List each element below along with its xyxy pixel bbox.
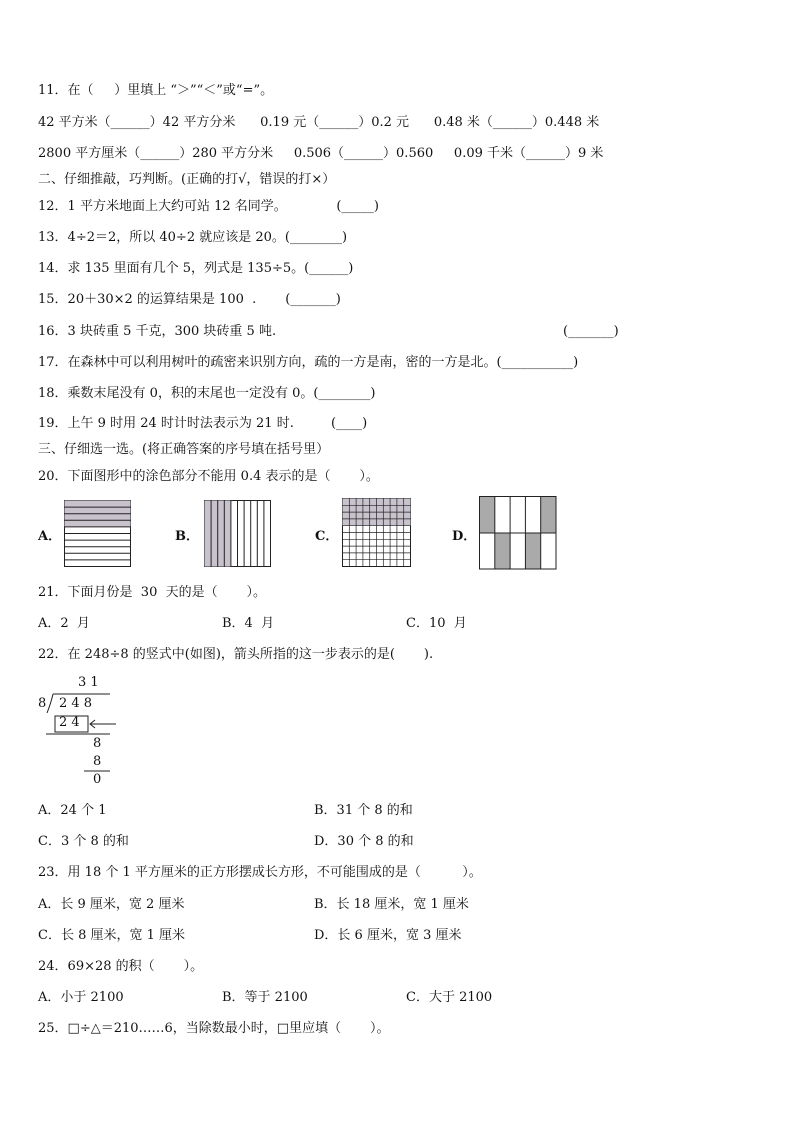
q21-option-b: B．4 月 [222, 616, 275, 631]
q16: 16．3 块砖重 5 千克，300 块砖重 5 吨. [38, 324, 277, 339]
section3-title: 三、仔细选一选。(将正确答案的序号填在括号里） [38, 442, 330, 457]
q20-figure-a [64, 500, 132, 568]
q23-option-c: C．长 8 厘米，宽 1 厘米 [38, 928, 186, 943]
q21-option-a: A．2 月 [38, 616, 90, 631]
q25-stem: 25．□÷△＝210……6，当除数最小时，□里应填（ ）。 [38, 1021, 390, 1036]
q19: 19．上午 9 时用 24 时计时法表示为 21 时. (____) [38, 416, 368, 431]
q21-stem: 21．下面月份是 30 天的是（ ）。 [38, 585, 267, 600]
q20-label-d: D． [452, 529, 477, 544]
q14: 14．求 135 里面有几个 5，列式是 135÷5。(______) [38, 261, 354, 276]
q22-divisor: 8 [38, 696, 47, 711]
q12: 12．1 平方米地面上大约可站 12 名同学。 (_____) [38, 199, 379, 214]
q24-option-a: A．小于 2100 [38, 990, 124, 1005]
q22-step2: 8 [93, 736, 102, 751]
q22-option-b: B．31 个 8 的和 [314, 803, 413, 818]
q18: 18．乘数末尾没有 0，积的末尾也一定没有 0。(________) [38, 386, 376, 401]
q20-label-a: A． [38, 529, 62, 544]
q11-row2: 2800 平方厘米（______）280 平方分米 0.506（______）0.560 0.09 千米（______）9 米 [38, 146, 604, 161]
q23-option-b: B．长 18 厘米，宽 1 厘米 [314, 897, 469, 912]
q22-remainder: 0 [93, 772, 102, 787]
q23-stem: 23．用 18 个 1 平方厘米的正方形摆成长方形，不可能围成的是（ ）。 [38, 865, 482, 880]
q13: 13．4÷2＝2，所以 40÷2 就应该是 20。(________) [38, 230, 348, 245]
q22-dividend: 2 4 8 [59, 696, 93, 711]
q23-option-d: D．长 6 厘米，宽 3 厘米 [314, 928, 462, 943]
q23-option-a: A．长 9 厘米，宽 2 厘米 [38, 897, 185, 912]
q20-label-b: B． [175, 529, 199, 544]
section2-title: 二、仔细推敲，巧判断。(正确的打√，错误的打×） [38, 172, 336, 187]
q20-figure-b [204, 500, 272, 568]
q22-option-c: C．3 个 8 的和 [38, 834, 129, 849]
q11-row1: 42 平方米（______）42 平方分米 0.19 元（______）0.2 元 0.48 米（______）0.448 米 [38, 115, 600, 130]
q15: 15．20＋30×2 的运算结果是 100 . (_______) [38, 292, 341, 307]
q22-option-a: A．24 个 1 [38, 803, 107, 818]
q22-stem: 22．在 248÷8 的竖式中(如图)，箭头所指的这一步表示的是( ). [38, 647, 434, 662]
q20-figure-c [342, 498, 412, 568]
q20-figure-d [479, 496, 557, 570]
q17: 17．在森林中可以利用树叶的疏密来识别方向，疏的一方是南，密的一方是北。(___________) [38, 355, 579, 370]
q24-option-c: C．大于 2100 [406, 990, 493, 1005]
q11-stem: 11．在（ ）里填上 “＞”“＜”或“=”。 [38, 83, 274, 98]
q21-option-c: C．10 月 [406, 616, 467, 631]
q16-blank: (_______) [563, 324, 619, 339]
q24-option-b: B．等于 2100 [222, 990, 308, 1005]
q24-stem: 24．69×28 的积（ ）。 [38, 959, 204, 974]
q20-stem: 20．下面图形中的涂色部分不能用 0.4 表示的是（ ）。 [38, 469, 379, 484]
q22-step1: 2 4 [59, 715, 80, 730]
q22-long-division-figure [38, 673, 128, 788]
q22-division-lines [38, 673, 128, 788]
q22-option-d: D．30 个 8 的和 [314, 834, 414, 849]
q22-step3: 8 [93, 754, 102, 769]
q22-quotient: 3 1 [78, 675, 99, 690]
q20-label-c: C． [315, 529, 339, 544]
